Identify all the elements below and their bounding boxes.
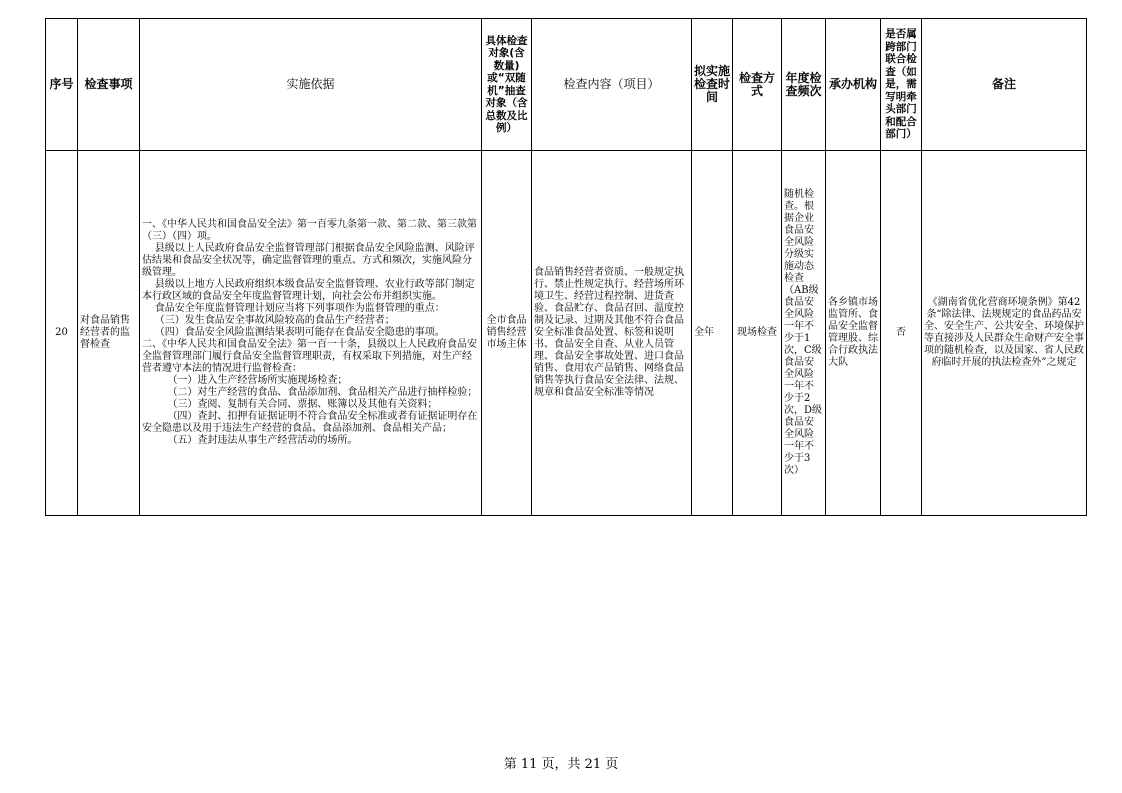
header-time: 拟实施检查时间 [692, 19, 733, 151]
cell-content: 食品销售经营者资质、一般规定执行、禁止性规定执行、经营场所环境卫生、经营过程控制、进货查验、食品贮存、食品召回、温度控制及记录、过期及其他不符合食品安全标准食品处置、标签和说明书、食品安全自查、从业人员管理、食品安全事故处置、进口食品销售、食用农产品销售、网络食品销售等执行食品安全法律、法规、规章和食品安全标准等情况 [532, 151, 692, 516]
inspection-table [45, 18, 1087, 516]
cell-remark: 《湖南省优化营商环境条例》第42条“除法律、法规规定的食品药品安全、安全生产、公共安全、环境保护等直接涉及人民群众生命财产安全事项的随机检查，以及国家、省人民政府临时开展的执法检查外”之规定 [922, 151, 1087, 516]
cell-object: 全市食品销售经营市场主体 [482, 151, 532, 516]
header-agency: 承办机构 [826, 19, 881, 151]
header-item: 检查事项 [78, 19, 140, 151]
page-number: 第 11 页，共 21 页 [503, 757, 619, 772]
header-object: 具体检查对象(含数量)或“双随机”抽查对象（含总数及比例） [482, 19, 532, 151]
header-basis: 实施依据 [140, 19, 482, 151]
cell-joint: 否 [881, 151, 922, 516]
cell-item: 对食品销售经营者的监督检查 [78, 151, 140, 516]
header-row [46, 19, 1087, 151]
header-frequency: 年度检查频次 [782, 19, 826, 151]
header-joint: 是否属跨部门联合检查（如是，需写明牵头部门和配合部门） [881, 19, 922, 151]
header-content: 检查内容（项目） [532, 19, 692, 151]
cell-method: 现场检查 [733, 151, 782, 516]
cell-seq: 20 [46, 151, 78, 516]
header-seq: 序号 [46, 19, 78, 151]
cell-basis: 一、《中华人民共和国食品安全法》第一百零九条第一款、第二款、第三款第（三）（四）项。 县级以上人民政府食品安全监督管理部门根据食品安全风险监测、风险评估结果和食品安全状况等，确定监督管理的重点、方式和频次，实施风险分级管理。 县级以上地方人民政府组织本级食品安全监督管理、农业行政等部门制定本行政区域的食品安全年度监督管理计划，向社会公布并组织实施。 食品安全年度监督管理计划应当将下列事项作为监督管理的重点： （三）发生食品安全事故风险较高的食品生产经营者； （四）食品安全风险监测结果表明可能存在食品安全隐患的事项。 二、《中华人民共和国食品安全法》第一百一十条，县级以上人民政府食品安全监督管理部门履行食品安全监督管理职责，有权采取下列措施，对生产经营者遵守本法的情况进行监督检查： （一）进入生产经营场所实施现场检查； （二）对生产经营的食品、食品添加剂、食品相关产品进行抽样检验； （三）查阅、复制有关合同、票据、账簿以及其他有关资料； （四）查封、扣押有证据证明不符合食品安全标准或者有证据证明存在安全隐患以及用于违法生产经营的食品、食品添加剂、食品相关产品； （五）查封违法从事生产经营活动的场所。 [140, 151, 482, 516]
cell-agency: 各乡镇市场监管所、食品安全监督管理股、综合行政执法大队 [826, 151, 881, 516]
cell-frequency: 随机检查。根据企业食品安全风险分级实施动态检查（AB级食品安全风险一年不少于1次，C级食品安全风险一年不少于2次，D级食品安全风险一年不少于3次） [782, 151, 826, 516]
header-remark: 备注 [922, 19, 1087, 151]
header-method: 检查方式 [733, 19, 782, 151]
table-row [46, 151, 1087, 516]
cell-time: 全年 [692, 151, 733, 516]
